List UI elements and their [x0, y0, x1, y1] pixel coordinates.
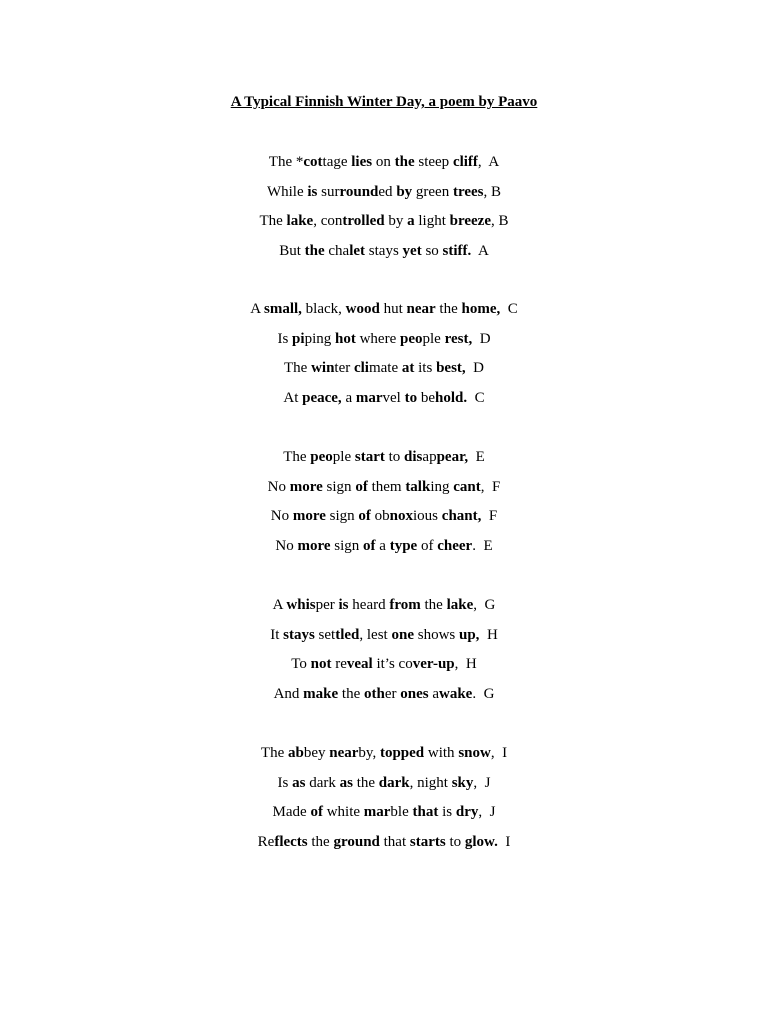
plain-text: A — [272, 597, 287, 613]
poem-line — [0, 684, 768, 714]
bold-text: of — [363, 537, 376, 554]
poem-line — [0, 447, 768, 477]
stanza-3 — [0, 447, 768, 565]
bold-text: wake — [439, 685, 473, 702]
bold-text: more — [297, 537, 331, 554]
poem-line — [0, 152, 768, 182]
poem-line — [0, 595, 768, 625]
bold-text: yet — [402, 242, 422, 259]
bold-text: lake — [286, 213, 314, 230]
plain-text: No — [267, 478, 290, 495]
plain-text: the — [352, 774, 379, 791]
bold-text: the — [394, 154, 415, 170]
plain-text: the — [307, 833, 334, 850]
poem-line — [0, 773, 768, 803]
plain-text: Made — [272, 804, 311, 821]
plain-text: And — [273, 685, 304, 702]
plain-text: To — [291, 656, 311, 673]
plain-text: is — [438, 804, 456, 821]
plain-text: E — [468, 449, 485, 465]
plain-text: But — [279, 242, 305, 259]
plain-text: set — [314, 626, 336, 643]
bold-text: dark — [378, 774, 410, 791]
bold-text: that — [412, 804, 439, 821]
bold-text: trees — [452, 183, 484, 200]
plain-text: stays — [365, 242, 403, 259]
plain-text: Is — [277, 774, 293, 791]
bold-text: is — [307, 183, 318, 200]
plain-text: H — [479, 626, 498, 643]
plain-text: vel — [382, 389, 405, 406]
plain-text: Is — [277, 330, 293, 347]
plain-text: ple — [332, 449, 355, 465]
plain-text: , F — [480, 478, 501, 495]
bold-text: hot — [334, 330, 356, 347]
plain-text: The * — [268, 154, 304, 170]
plain-text: , con — [313, 213, 343, 230]
plain-text: , H — [454, 656, 477, 673]
bold-text: ab — [287, 745, 304, 761]
plain-text: A — [471, 242, 489, 259]
bold-text: at — [401, 360, 415, 377]
plain-text: , J — [478, 804, 496, 821]
plain-text: sign — [330, 537, 364, 554]
bold-text: hold. — [435, 389, 468, 406]
plain-text: No — [275, 537, 298, 554]
plain-text: ter — [334, 360, 354, 377]
plain-text: The — [259, 213, 287, 230]
bold-text: to — [404, 389, 418, 406]
plain-text: ble — [390, 804, 413, 821]
bold-text: small, — [263, 301, 302, 317]
plain-text: by, — [358, 745, 380, 761]
plain-text: , I — [490, 745, 508, 761]
stanza-5 — [0, 743, 768, 861]
bold-text: peace, — [302, 389, 342, 406]
poem-line — [0, 832, 768, 862]
plain-text: a — [375, 537, 390, 554]
bold-text: trolled — [342, 213, 385, 230]
bold-text: of — [358, 508, 371, 525]
bold-text: topped — [379, 745, 425, 761]
plain-text: tage — [322, 154, 352, 170]
plain-text: hut — [379, 301, 407, 317]
bold-text: whis — [286, 597, 316, 613]
poem-line — [0, 358, 768, 388]
poem-line — [0, 477, 768, 507]
plain-text: , B — [491, 213, 509, 230]
plain-text: sur — [317, 183, 340, 200]
bold-text: rest, — [444, 330, 473, 347]
bold-text: nox — [389, 508, 414, 525]
bold-text: peo — [399, 330, 423, 347]
plain-text: steep — [414, 154, 453, 170]
bold-text: chant, — [441, 508, 482, 525]
plain-text: to — [445, 833, 465, 850]
plain-text: , G — [473, 597, 496, 613]
plain-text: green — [412, 183, 453, 200]
bold-text: round — [339, 183, 379, 200]
plain-text: the — [338, 685, 364, 702]
bold-text: the — [304, 242, 325, 259]
plain-text: a — [341, 389, 356, 406]
plain-text: by — [384, 213, 408, 230]
bold-text: best, — [436, 360, 466, 377]
stanza-1 — [0, 152, 768, 270]
plain-text: . G — [472, 685, 495, 702]
bold-text: by — [396, 183, 413, 200]
bold-text: cheer — [437, 537, 473, 554]
plain-text: No — [270, 508, 293, 525]
poem-line — [0, 506, 768, 536]
plain-text: C — [500, 301, 518, 317]
bold-text: tled — [335, 626, 360, 643]
plain-text: At — [283, 389, 303, 406]
bold-text: starts — [409, 833, 446, 850]
bold-text: veal — [346, 656, 373, 673]
plain-text: ping — [304, 330, 335, 347]
plain-text: it’s co — [372, 656, 413, 673]
bold-text: as — [292, 774, 306, 791]
plain-text: , lest — [359, 626, 392, 643]
bold-text: as — [339, 774, 353, 791]
bold-text: cot — [303, 154, 323, 170]
bold-text: glow. — [464, 833, 498, 850]
bold-text: is — [338, 597, 349, 613]
plain-text: The — [260, 745, 288, 761]
poem-title: A Typical Finnish Winter Day, a poem by Paavo — [230, 94, 538, 110]
plain-text: bey — [303, 745, 330, 761]
plain-text: The — [283, 360, 312, 377]
bold-text: let — [349, 242, 366, 259]
poem-line — [0, 625, 768, 655]
bold-text: cant — [453, 478, 481, 495]
plain-text: shows — [413, 626, 459, 643]
plain-text: , night — [409, 774, 452, 791]
plain-text: ob — [370, 508, 390, 525]
plain-text: , A — [477, 154, 500, 170]
poem-line — [0, 182, 768, 212]
plain-text: ap — [422, 449, 437, 465]
bold-text: make — [303, 685, 339, 702]
poem-line — [0, 388, 768, 418]
stanza-2 — [0, 299, 768, 417]
bold-text: mar — [355, 389, 383, 406]
plain-text: ple — [422, 330, 445, 347]
bold-text: one — [391, 626, 414, 643]
plain-text: mate — [368, 360, 402, 377]
bold-text: mar — [363, 804, 391, 821]
bold-text: lake — [446, 597, 474, 613]
bold-text: cliff — [452, 154, 478, 170]
bold-text: of — [355, 478, 368, 495]
plain-text: where — [355, 330, 400, 347]
plain-text: per — [315, 597, 339, 613]
plain-text: light — [414, 213, 450, 230]
plain-text: D — [472, 330, 491, 347]
plain-text: While — [266, 183, 308, 200]
poem-line — [0, 802, 768, 832]
poem-line — [0, 211, 768, 241]
plain-text: the — [435, 301, 462, 317]
poem-line — [0, 743, 768, 773]
bold-text: from — [389, 597, 421, 613]
plain-text: re — [331, 656, 347, 673]
plain-text: dark — [305, 774, 340, 791]
poem-line — [0, 536, 768, 566]
plain-text: ing — [430, 478, 454, 495]
bold-text: near — [329, 745, 359, 761]
bold-text: home, — [461, 301, 501, 317]
plain-text: sign — [322, 478, 356, 495]
poem-line — [0, 241, 768, 271]
plain-text: heard — [348, 597, 390, 613]
bold-text: peo — [310, 449, 333, 465]
bold-text: stiff. — [442, 242, 472, 259]
plain-text: so — [421, 242, 443, 259]
bold-text: ground — [333, 833, 380, 850]
bold-text: stays — [283, 626, 315, 643]
bold-text: oth — [363, 685, 385, 702]
plain-text: a — [428, 685, 439, 702]
plain-text: the — [420, 597, 447, 613]
plain-text: sign — [325, 508, 359, 525]
bold-text: of — [310, 804, 323, 821]
bold-text: dis — [404, 449, 423, 465]
plain-text: er — [384, 685, 401, 702]
bold-text: a — [407, 213, 415, 230]
plain-text: be — [417, 389, 436, 406]
plain-text: that — [379, 833, 410, 850]
plain-text: ed — [378, 183, 397, 200]
plain-text: , B — [483, 183, 502, 200]
bold-text: more — [289, 478, 323, 495]
bold-text: ones — [400, 685, 429, 702]
plain-text: A — [250, 301, 264, 317]
bold-text: pear, — [436, 449, 469, 465]
bold-text: win — [311, 360, 335, 377]
bold-text: talk — [405, 478, 431, 495]
bold-text: dry — [455, 804, 479, 821]
plain-text: Re — [257, 833, 275, 850]
poem-line — [0, 654, 768, 684]
poem-line — [0, 329, 768, 359]
plain-text: ious — [413, 508, 442, 525]
stanza-4 — [0, 595, 768, 713]
plain-text: its — [414, 360, 437, 377]
bold-text: cli — [353, 360, 369, 377]
plain-text: F — [481, 508, 498, 525]
bold-text: start — [354, 449, 385, 465]
plain-text: with — [424, 745, 459, 761]
plain-text: It — [270, 626, 284, 643]
plain-text: to — [384, 449, 405, 465]
bold-text: flects — [274, 833, 308, 850]
poem-line — [0, 299, 768, 329]
bold-text: near — [406, 301, 436, 317]
plain-text: D — [465, 360, 485, 377]
plain-text: C — [467, 389, 485, 406]
bold-text: breeze — [449, 213, 491, 230]
bold-text: type — [389, 537, 418, 554]
plain-text: of — [417, 537, 438, 554]
plain-text: white — [322, 804, 364, 821]
plain-text: them — [367, 478, 406, 495]
bold-text: not — [310, 656, 332, 673]
bold-text: lies — [351, 154, 373, 170]
bold-text: snow — [458, 745, 491, 761]
plain-text: cha — [324, 242, 350, 259]
plain-text: . E — [472, 537, 493, 554]
bold-text: ver-up — [412, 656, 455, 673]
bold-text: wood — [345, 301, 380, 317]
bold-text: up, — [459, 626, 480, 643]
plain-text: I — [497, 833, 511, 850]
plain-text: , J — [473, 774, 491, 791]
plain-text: on — [372, 154, 395, 170]
plain-text: The — [283, 449, 311, 465]
plain-text: black, — [301, 301, 346, 317]
bold-text: sky — [451, 774, 474, 791]
bold-text: more — [292, 508, 326, 525]
bold-text: pi — [292, 330, 305, 347]
